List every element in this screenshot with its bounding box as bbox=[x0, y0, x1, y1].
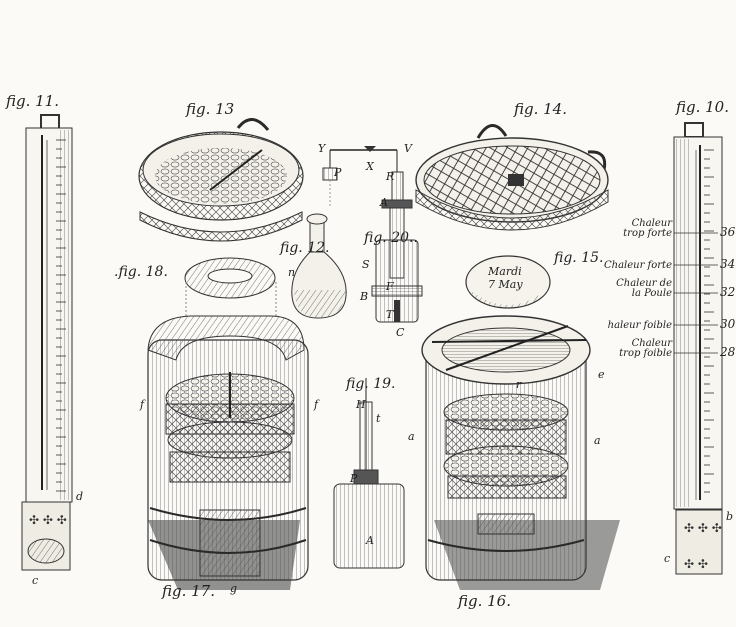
svg-text:✣ ✣: ✣ ✣ bbox=[684, 557, 708, 571]
letter-T: T bbox=[386, 308, 394, 321]
letter-g: g bbox=[230, 582, 238, 595]
letter-e: e bbox=[598, 368, 605, 381]
letter-X: X bbox=[366, 160, 374, 173]
scale-value-36: 36 bbox=[720, 225, 736, 239]
letter-c2: c bbox=[664, 552, 671, 565]
scale-label-34: Chaleur forte bbox=[603, 260, 672, 271]
caption-fig20: fig. 20.. bbox=[364, 230, 418, 246]
letter-V: V bbox=[404, 142, 412, 155]
thermometer-fig11 bbox=[22, 115, 72, 570]
scale-value-34: 34 bbox=[720, 257, 736, 271]
letter-R: R bbox=[386, 170, 395, 183]
scale-label-32: Chaleur de bbox=[616, 278, 672, 289]
letter-f2: f bbox=[314, 398, 319, 411]
caption-fig10: fig. 10. bbox=[676, 98, 729, 116]
caption-fig19: fig. 19. bbox=[346, 376, 396, 392]
caption-fig13: fig. 13 bbox=[186, 100, 235, 118]
letter-t: t bbox=[376, 412, 381, 425]
letter-b: b bbox=[726, 510, 734, 523]
svg-text:✣ ✣ ✣: ✣ ✣ ✣ bbox=[29, 513, 67, 527]
incubator-fig17 bbox=[148, 316, 308, 590]
letter-C: C bbox=[396, 326, 405, 339]
letter-A: A bbox=[380, 196, 388, 209]
letter-r: r bbox=[516, 378, 522, 391]
letter-n: n bbox=[288, 266, 296, 279]
ring-cushion-fig18 bbox=[185, 258, 276, 316]
letter-a2: a bbox=[594, 434, 601, 447]
letter-B: B bbox=[360, 290, 369, 303]
incubator-fig16 bbox=[422, 316, 620, 590]
letter-H: H bbox=[356, 398, 366, 411]
scale-label-36: Chaleur bbox=[631, 218, 672, 229]
letter-A2: A bbox=[366, 534, 374, 547]
caption-fig14: fig. 14. bbox=[514, 100, 567, 118]
scale-value-30: 30 bbox=[720, 317, 736, 331]
caption-fig17: fig. 17. bbox=[162, 582, 215, 600]
letter-F: F bbox=[386, 280, 394, 293]
basket-fig13 bbox=[139, 119, 303, 241]
letter-a: a bbox=[408, 430, 415, 443]
egg-text-line1: Mardi bbox=[488, 265, 522, 278]
letter-c: c bbox=[32, 574, 39, 587]
egg-text-line2: 7 May bbox=[488, 278, 523, 291]
scale-value-28: 28 bbox=[720, 345, 736, 359]
letter-d: d bbox=[76, 490, 84, 503]
scale-label-32: la Poule bbox=[631, 288, 672, 299]
caption-fig12: fig. 12. bbox=[280, 240, 330, 256]
basket-fig14 bbox=[416, 125, 608, 230]
svg-text:✣ ✣ ✣: ✣ ✣ ✣ bbox=[684, 521, 722, 535]
scale-value-32: 32 bbox=[720, 285, 736, 299]
thermometer-fig10 bbox=[674, 123, 722, 574]
letter-P: P bbox=[334, 166, 342, 179]
scale-label-28: trop foible bbox=[619, 348, 672, 359]
scale-label-30: haleur foible bbox=[607, 320, 672, 331]
caption-fig11: fig. 11. bbox=[6, 92, 59, 110]
scale-label-36: trop forte bbox=[623, 228, 672, 239]
caption-fig16: fig. 16. bbox=[458, 592, 511, 610]
flask-fig12 bbox=[292, 214, 346, 318]
caption-fig18: .fig. 18. bbox=[114, 264, 168, 280]
letter-P2: P bbox=[350, 472, 358, 485]
letter-f: f bbox=[140, 398, 145, 411]
scale-label-28: Chaleur bbox=[631, 338, 672, 349]
caption-fig15: fig. 15. bbox=[554, 250, 604, 266]
letter-S: S bbox=[362, 258, 370, 271]
letter-Y: Y bbox=[318, 142, 326, 155]
